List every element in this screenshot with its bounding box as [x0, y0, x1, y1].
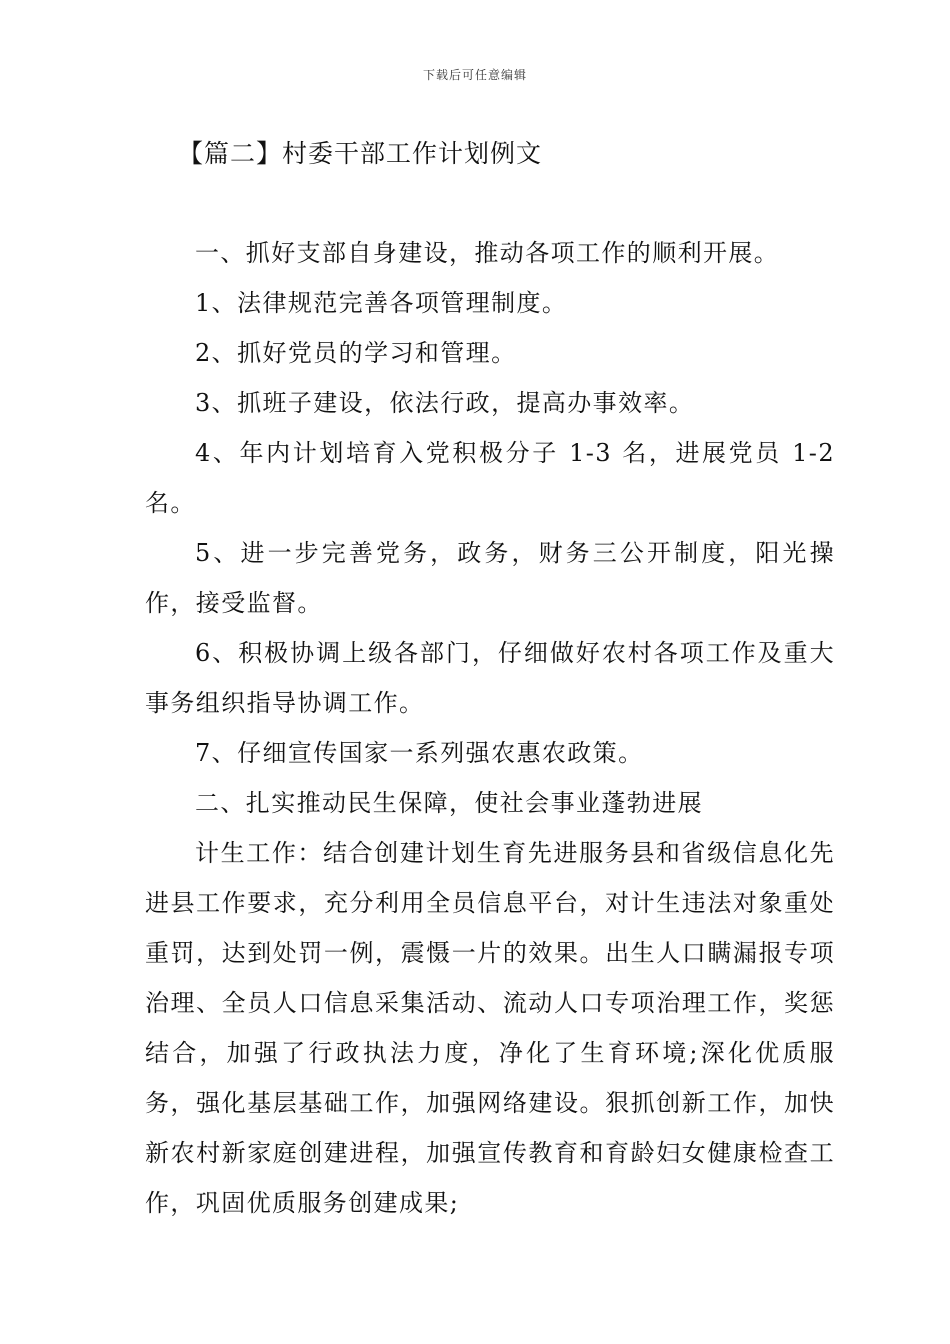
paragraph-item-3: 3、抓班子建设，依法行政，提高办事效率。: [195, 389, 695, 417]
paragraph-item-6: 6、积极协调上级各部门，仔细做好农村各项工作及重大事务组织指导协调工作。: [145, 639, 835, 717]
paragraph-item-7: 7、仔细宣传国家一系列强农惠农政策。: [195, 739, 644, 767]
paragraph-item-2: 2、抓好党员的学习和管理。: [195, 339, 517, 367]
document-body: [145, 228, 835, 1228]
paragraph-section-two: 二、扎实推动民生保障，使社会事业蓬勃进展: [195, 789, 703, 817]
paragraph-item-5: 5、进一步完善党务，政务，财务三公开制度，阳光操作，接受监督。: [145, 539, 835, 617]
document-title: 【篇二】村委干部工作计划例文: [178, 139, 543, 168]
header-note: 下载后可任意编辑: [422, 68, 527, 82]
paragraph-item-1: 1、法律规范完善各项管理制度。: [195, 289, 568, 317]
paragraph-section-one: 一、抓好支部自身建设，推动各项工作的顺利开展。: [195, 239, 780, 267]
paragraph-item-4: 4、年内计划培育入党积极分子 1-3 名，进展党员 1-2 名。: [145, 439, 835, 517]
paragraph-family-planning: 计生工作：结合创建计划生育先进服务县和省级信息化先进县工作要求，充分利用全员信息平台，对计生违法对象重处重罚，达到处罚一例，震慑一片的效果。出生人口瞒漏报专项治理、全员人口信息采集活动、流动人口专项治理工作，奖惩结合，加强了行政执法力度，净化了生育环境;深化优质服务，强化基层基础工作，加强网络建设。狠抓创新工作，加快新农村新家庭创建进程，加强宣传教育和育龄妇女健康检查工作，巩固优质服务创建成果;: [145, 839, 835, 1217]
